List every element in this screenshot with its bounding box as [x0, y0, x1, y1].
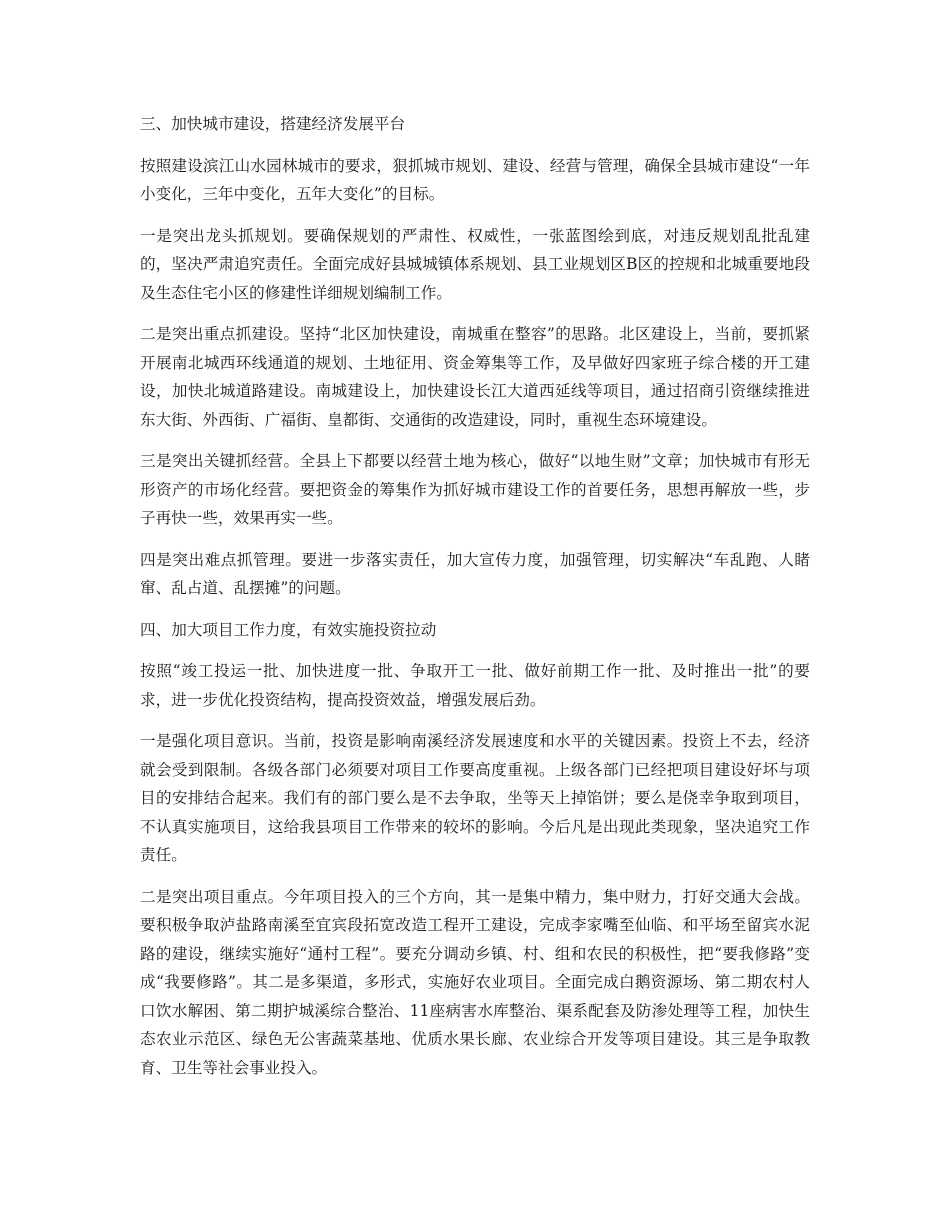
paragraph: 四是突出难点抓管理。要进一步落实责任，加大宣传力度，加强管理，切实解决“车乱跑、人睹窜、乱占道、乱摆摊”的问题。: [140, 550, 810, 597]
document-page: [140, 110, 810, 1095]
paragraph: 二是突出项目重点。今年项目投入的三个方向，其一是集中精力，集中财力，打好交通大会战。要积极争取泸盐路南溪至宜宾段拓宽改造工程开工建设，完成李家嘴至仙临、和平场至留宾水泥路的建设，继续实施好“通村工程”。要充分调动乡镇、村、组和农民的积极性，把“要我修路”变成“我要修路”。其二是多渠道，多形式，实施好农业项目。全面完成白鹅资源场、第二期农村人口饮水解困、第二期护城溪综合整治、11座病害水库整治、渠系配套及防渗处理等工程，加快生态农业示范区、绿色无公害蔬菜基地、优质水果长廊、农业综合开发等项目建设。其三是争取教育、卫生等社会事业投入。: [140, 887, 810, 1077]
section-heading-4: 四、加大项目工作力度，有效实施投资拉动: [140, 620, 437, 639]
paragraph: 一是强化项目意识。当前，投资是影响南溪经济发展速度和水平的关键因素。投资上不去，经济就会受到限制。各级各部门必须要对项目工作要高度重视。上级各部门已经把项目建设好坏与项目的安排结合起来。我们有的部门要么是不去争取，坐等天上掉馅饼；要么是侥幸争取到项目，不认真实施项目，这给我县项目工作带来的较坏的影响。今后凡是出现此类现象，坚决追究工作责任。: [140, 732, 810, 864]
section-heading-3: 三、加快城市建设，搭建经济发展平台: [140, 115, 406, 133]
paragraph: 按照建设滨江山水园林城市的要求，狠抓城市规划、建设、经营与管理，确保全县城市建设“一年小变化，三年中变化，五年大变化”的目标。: [140, 156, 810, 203]
paragraph: 三是突出关键抓经营。全县上下都要以经营土地为核心，做好“以地生财”文章；加快城市有形无形资产的市场化经营。要把资金的筹集作为抓好城市建设工作的首要任务，思想再解放一些，步子再快一些，效果再实一些。: [140, 452, 810, 527]
paragraph: 一是突出龙头抓规划。要确保规划的严肃性、权威性，一张蓝图绘到底，对违反规划乱批乱建的，坚决严肃追究责任。全面完成好县城城镇体系规划、县工业规划区B区的控规和北城重要地段及生态住宅小区的修建性详细规划编制工作。: [140, 226, 810, 302]
paragraph: 按照“竣工投运一批、加快进度一批、争取开工一批、做好前期工作一批、及时推出一批”的要求，进一步优化投资结构，提高投资效益，增强发展后劲。: [140, 662, 810, 709]
paragraph: 二是突出重点抓建设。坚持“北区加快建设，南城重在整容”的思路。北区建设上，当前，要抓紧开展南北城西环线通道的规划、土地征用、资金筹集等工作，及早做好四家班子综合楼的开工建设，加快北城道路建设。南城建设上，加快建设长江大道西延线等项目，通过招商引资继续推进东大街、外西街、广福街、皇都街、交通街的改造建设，同时，重视生态环境建设。: [140, 325, 810, 429]
